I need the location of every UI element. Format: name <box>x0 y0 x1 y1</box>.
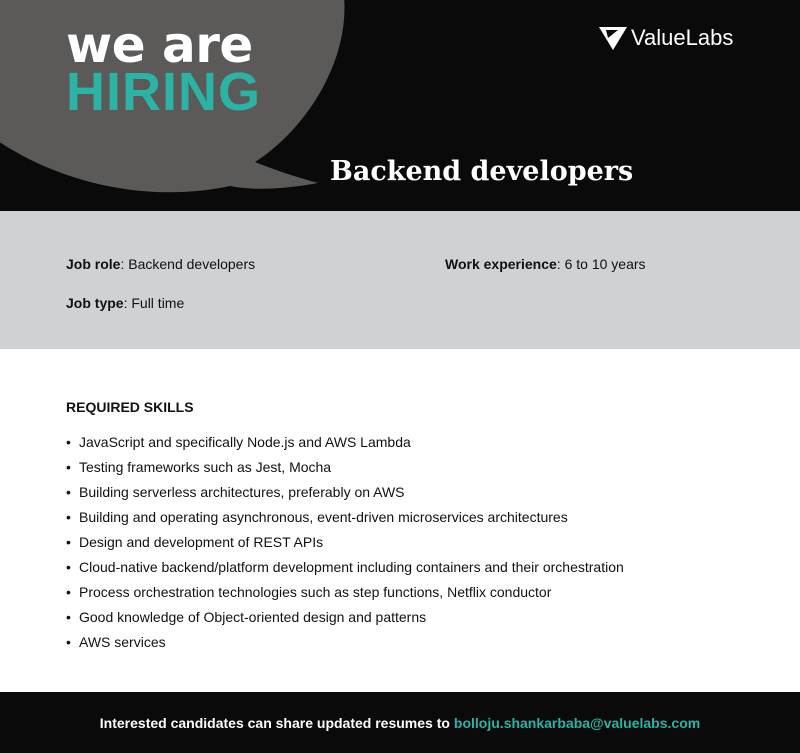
bullet-icon: • <box>66 459 71 475</box>
valuelabs-logo-icon <box>598 25 628 51</box>
bullet-icon: • <box>66 509 71 525</box>
bullet-icon: • <box>66 584 71 600</box>
skill-text: JavaScript and specifically Node.js and AWS Lambda <box>79 434 411 450</box>
job-type-label: Job type <box>66 295 124 311</box>
bullet-icon: • <box>66 634 71 650</box>
skill-item <box>66 533 624 558</box>
skills-list <box>66 433 624 658</box>
bullet-icon: • <box>66 534 71 550</box>
job-role-label: Job role <box>66 256 121 272</box>
bullet-icon: • <box>66 434 71 450</box>
skill-text: Building serverless architectures, preferably on AWS <box>79 484 405 500</box>
bullet-icon: • <box>66 609 71 625</box>
logo-text: ValueLabs <box>631 25 734 50</box>
job-info-band <box>0 211 800 349</box>
company-logo <box>598 25 733 51</box>
skill-item <box>66 458 624 483</box>
skill-item <box>66 608 624 633</box>
bullet-icon: • <box>66 484 71 500</box>
bullet-icon: • <box>66 559 71 575</box>
work-experience-value: : 6 to 10 years <box>556 256 646 272</box>
header-banner <box>0 0 800 211</box>
header-job-title: Backend developers <box>330 156 634 187</box>
skill-text: Building and operating asynchronous, event-driven microservices architectures <box>79 509 568 525</box>
skill-item <box>66 633 624 658</box>
hiring-text: HIRING <box>66 62 261 122</box>
skill-item <box>66 583 624 608</box>
job-role-value: : Backend developers <box>120 256 256 272</box>
work-experience-label: Work experience <box>445 256 557 272</box>
skill-text: Cloud-native backend/platform development including containers and their orchestration <box>79 559 624 575</box>
required-skills-heading: REQUIRED SKILLS <box>66 399 194 415</box>
skill-text: Testing frameworks such as Jest, Mocha <box>79 459 332 475</box>
skill-item <box>66 483 624 508</box>
contact-email-link[interactable]: bolloju.shankarbaba@valuelabs.com <box>453 714 701 731</box>
job-type <box>66 294 184 312</box>
skill-text: Design and development of REST APIs <box>79 534 324 550</box>
skill-item <box>66 508 624 533</box>
footer-text: Interested candidates can share updated resumes to <box>99 714 450 731</box>
job-type-value: : Full time <box>123 295 185 311</box>
skill-text: Process orchestration technologies such as step functions, Netflix conductor <box>79 584 552 600</box>
we-are-text: we are <box>66 16 253 74</box>
skill-item <box>66 433 624 458</box>
work-experience <box>445 255 646 273</box>
footer-bar <box>0 692 800 753</box>
skill-text: Good knowledge of Object-oriented design and patterns <box>79 609 427 625</box>
skill-text: AWS services <box>79 634 166 650</box>
job-role <box>66 255 255 273</box>
skill-item <box>66 558 624 583</box>
